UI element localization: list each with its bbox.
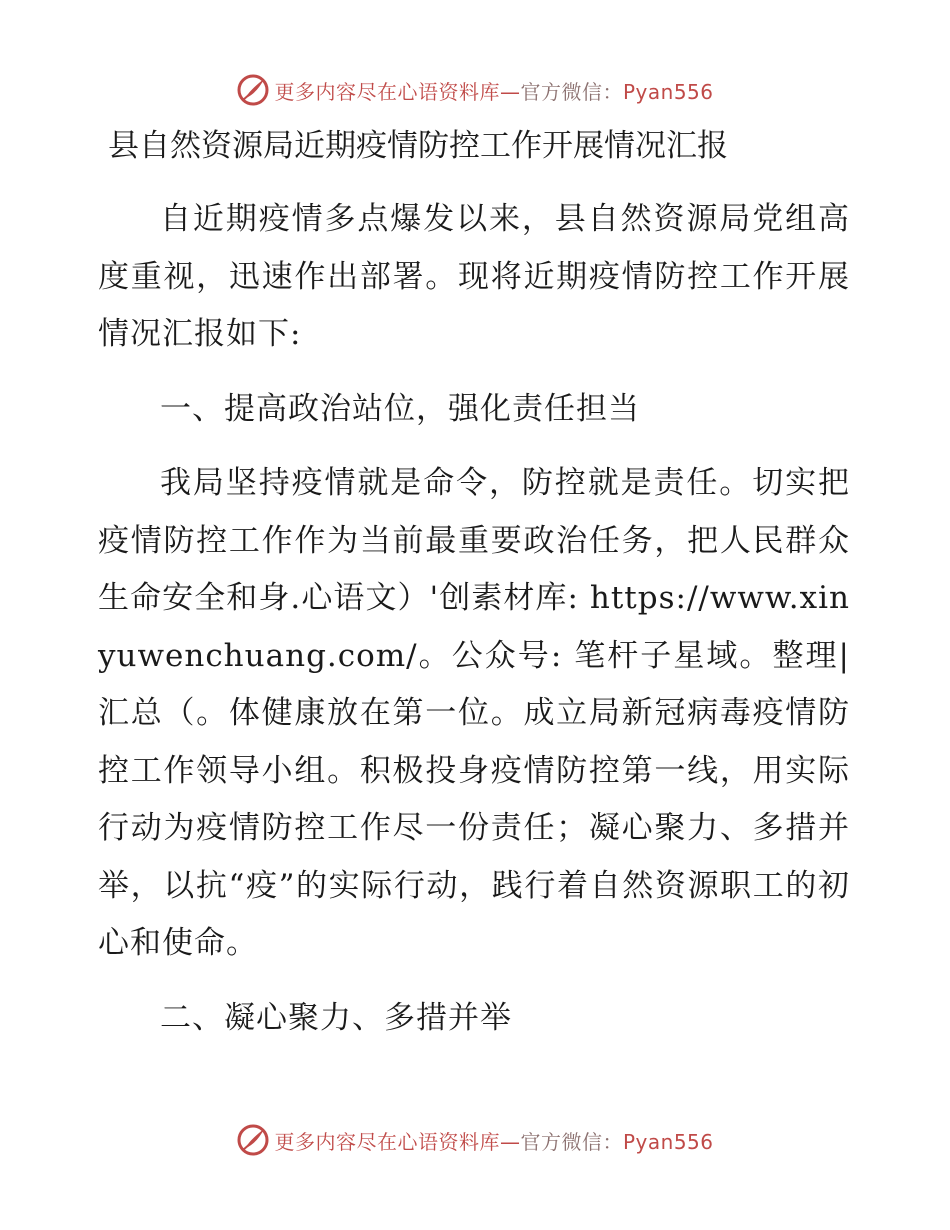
quill-logo-icon xyxy=(236,1123,270,1157)
section1-heading: 一、提高政治站位，强化责任担当 xyxy=(160,390,640,427)
banner-dash: — xyxy=(499,79,521,104)
quill-logo-icon xyxy=(236,73,270,107)
banner-id: Pyan556 xyxy=(622,79,714,104)
footer-banner xyxy=(0,1120,950,1160)
banner-label: 官方微信： xyxy=(520,79,623,104)
banner-main: 更多内容尽在心语资料库 xyxy=(274,1129,500,1154)
document-body xyxy=(98,118,850,1047)
section2-heading: 二、凝心聚力、多措并举 xyxy=(160,999,512,1036)
banner-text xyxy=(274,76,713,105)
banner-label: 官方微信： xyxy=(520,1129,623,1154)
banner-id: Pyan556 xyxy=(622,1129,714,1154)
intro-paragraph: 自近期疫情多点爆发以来，县自然资源局党组高度重视，迅速作出部署。现将近期疫情防控工作开展情况汇报如下: xyxy=(98,201,850,352)
banner-text xyxy=(274,1126,713,1155)
header-banner xyxy=(0,70,950,110)
banner-main: 更多内容尽在心语资料库 xyxy=(274,79,500,104)
document-title: 县自然资源局近期疫情防控工作开展情况汇报 xyxy=(108,128,728,164)
banner-dash: — xyxy=(499,1129,521,1154)
section1-paragraph: 我局坚持疫情就是命令，防控就是责任。切实把疫情防控工作作为当前最重要政治任务，把人民群众生命安全和身.心语文）'创素材库: https://www.xinyuwenchuang.com/。公众号: 笔杆子星域。整理|汇总（。体健康放在第一位。成立局新冠病毒疫情防控工作领导小组。积极投身疫情防控第一线，用实际行动为疫情防控工作尽一份责任；凝心聚力、多措并举，以抗“疫”的实际行动，践行着自然资源职工的初心和使命。 xyxy=(98,465,850,961)
